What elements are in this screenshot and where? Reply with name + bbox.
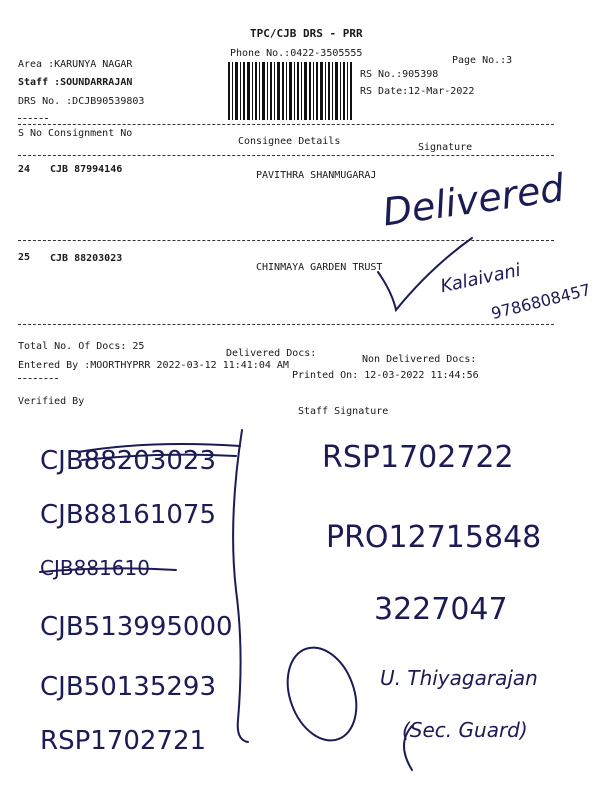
non-delivered-docs: Non Delivered Docs: [362, 354, 477, 365]
handwritten-note: 3227047 [374, 592, 508, 627]
bracket-stroke [233, 430, 248, 742]
page-number: Page No.:3 [452, 55, 513, 66]
staff-field: Staff :SOUNDARRAJAN [18, 77, 133, 88]
receiver-name-handwriting: Kalaivani [438, 259, 523, 298]
row-sno: 25 [18, 252, 31, 263]
col-consignee: Consignee Details [238, 136, 341, 147]
row-divider [18, 240, 554, 241]
delivered-docs: Delivered Docs: [226, 348, 317, 359]
receiver-phone-handwriting: 9786808457 [489, 279, 593, 324]
small-divider [18, 118, 48, 119]
rs-number: RS No.:905398 [360, 69, 439, 80]
initials-circle-stroke [276, 638, 369, 750]
row-sno: 24 [18, 164, 31, 175]
handwritten-note: RSP1702722 [322, 440, 514, 475]
small-divider [18, 378, 58, 379]
handwritten-note: CJB881610 [40, 556, 150, 580]
verified-by-label: Verified By [18, 396, 85, 407]
row-consignee: CHINMAYA GARDEN TRUST [256, 262, 383, 273]
entered-by: Entered By :MOORTHYPRR 2022-03-12 11:41:04 AM [18, 360, 289, 371]
handwritten-note: CJB513995000 [40, 612, 233, 642]
col-consignment: Consignment No [48, 128, 133, 139]
phone-number: Phone No.:0422-3505555 [230, 48, 363, 59]
barcode [228, 62, 352, 120]
header-divider-bottom [18, 155, 554, 156]
document-title: TPC/CJB DRS - PRR [250, 27, 363, 40]
rs-date: RS Date:12-Mar-2022 [360, 86, 475, 97]
delivered-handwriting: Delivered [379, 165, 567, 235]
col-signature: Signature [418, 142, 473, 153]
footer-divider-top [18, 324, 554, 325]
handwritten-note: (Sec. Guard) [402, 718, 528, 742]
handwritten-note: CJB50135293 [40, 672, 216, 702]
handwritten-note: CJB88203023 [40, 446, 216, 476]
drs-number: DRS No. :DCJB90539803 [18, 96, 145, 107]
handwritten-note: RSP1702721 [40, 726, 207, 756]
col-sno: S No [18, 128, 43, 139]
row-consignment: CJB 87994146 [50, 164, 123, 175]
staff-signature-label: Staff Signature [298, 406, 389, 417]
handwritten-note: U. Thiyagarajan [380, 666, 538, 690]
row-consignee: PAVITHRA SHANMUGARAJ [256, 170, 377, 181]
area-field: Area :KARUNYA NAGAR [18, 59, 133, 70]
handwritten-note: PRO12715848 [326, 520, 542, 555]
handwritten-note: CJB88161075 [40, 500, 216, 530]
printed-on: Printed On: 12-03-2022 11:44:56 [292, 370, 479, 381]
row-consignment: CJB 88203023 [50, 253, 123, 264]
header-divider-top [18, 124, 554, 125]
total-docs: Total No. Of Docs: 25 [18, 341, 145, 352]
